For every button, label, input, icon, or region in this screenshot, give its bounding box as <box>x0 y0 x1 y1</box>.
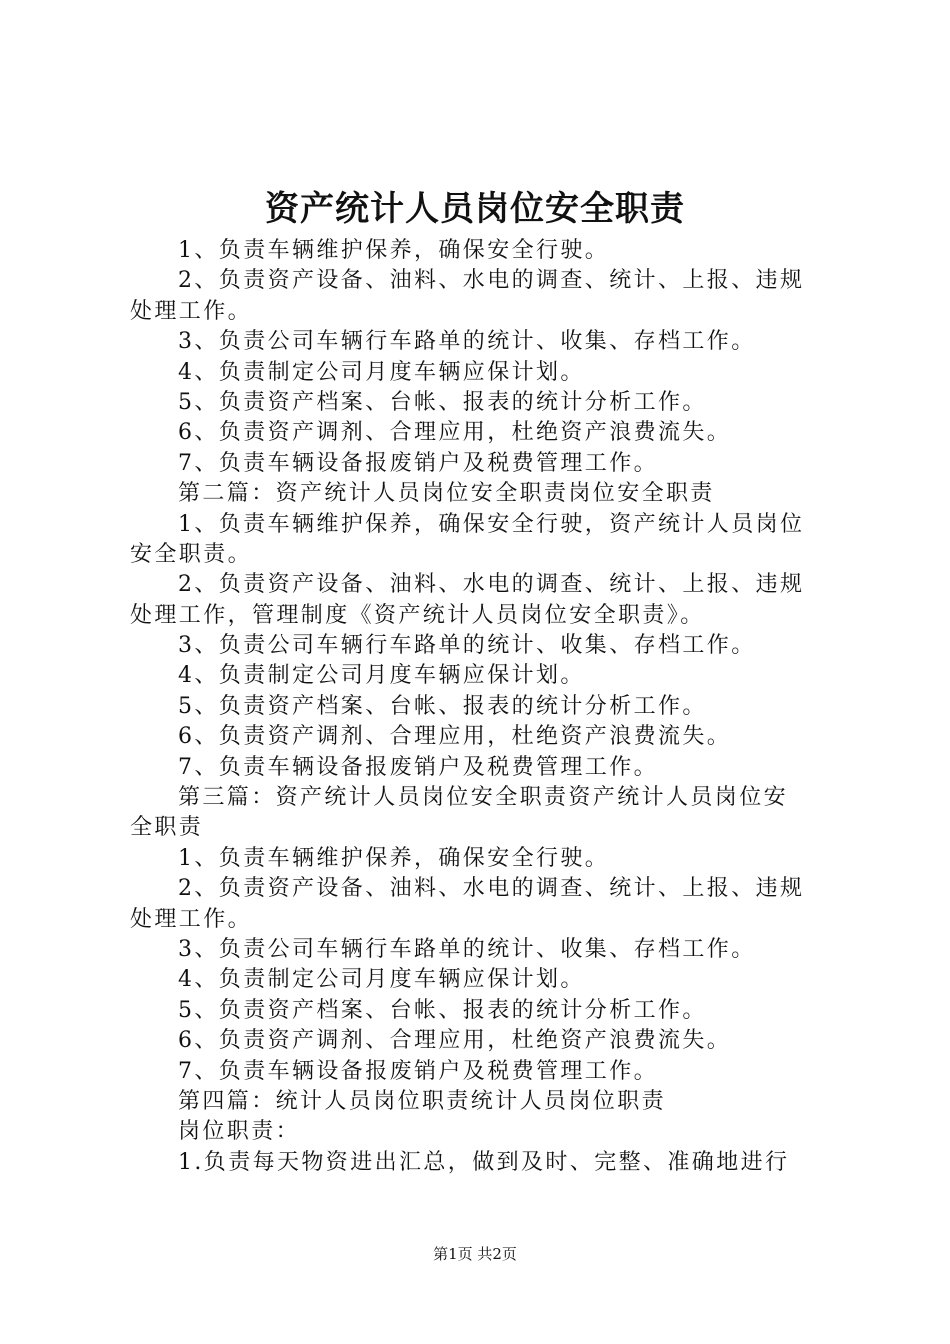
body-line: 1、负责车辆维护保养，确保安全行驶。 <box>178 845 610 871</box>
body-line: 5、负责资产档案、台帐、报表的统计分析工作。 <box>178 997 707 1023</box>
body-line: 3、负责公司车辆行车路单的统计、收集、存档工作。 <box>178 329 756 355</box>
section-heading: 第三篇：资产统计人员岗位安全职责资产统计人员岗位安 <box>178 785 789 811</box>
section-heading: 第四篇：统计人员岗位职责统计人员岗位职责 <box>178 1088 667 1114</box>
body-line: 6、负责资产调剂、合理应用，杜绝资产浪费流失。 <box>178 420 732 446</box>
section-heading: 第二篇：资产统计人员岗位安全职责岗位安全职责 <box>178 481 715 507</box>
body-line: 5、负责资产档案、台帐、报表的统计分析工作。 <box>178 389 707 415</box>
body-line: 处理工作。 <box>130 298 253 324</box>
body-line: 4、负责制定公司月度车辆应保计划。 <box>178 967 585 993</box>
body-line: 2、负责资产设备、油料、水电的调查、统计、上报、违规 <box>178 572 805 598</box>
body-line: 1、负责车辆维护保养，确保安全行驶，资产统计人员岗位 <box>178 511 805 537</box>
body-line: 4、负责制定公司月度车辆应保计划。 <box>178 663 585 689</box>
body-line: 6、负责资产调剂、合理应用，杜绝资产浪费流失。 <box>178 724 732 750</box>
body-line: 1.负责每天物资进出汇总，做到及时、完整、准确地进行 <box>178 1149 790 1175</box>
body-line: 7、负责车辆设备报废销户及税费管理工作。 <box>178 1058 658 1084</box>
document-title: 资产统计人员岗位安全职责 <box>265 189 685 229</box>
body-line: 7、负责车辆设备报废销户及税费管理工作。 <box>178 450 658 476</box>
body-line: 岗位职责： <box>178 1119 301 1145</box>
document-body <box>130 236 832 1178</box>
body-line: 处理工作，管理制度《资产统计人员岗位安全职责》。 <box>130 602 705 628</box>
body-line: 1、负责车辆维护保养，确保安全行驶。 <box>178 238 610 263</box>
body-line: 2、负责资产设备、油料、水电的调查、统计、上报、违规 <box>178 876 805 902</box>
body-line: 2、负责资产设备、油料、水电的调查、统计、上报、违规 <box>178 268 805 294</box>
body-line: 安全职责。 <box>130 541 253 567</box>
body-line: 4、负责制定公司月度车辆应保计划。 <box>178 359 585 385</box>
body-line: 3、负责公司车辆行车路单的统计、收集、存档工作。 <box>178 633 756 659</box>
body-line: 处理工作。 <box>130 906 253 932</box>
body-line: 6、负责资产调剂、合理应用，杜绝资产浪费流失。 <box>178 1028 732 1054</box>
body-line: 3、负责公司车辆行车路单的统计、收集、存档工作。 <box>178 936 756 962</box>
page-footer: 第1页 共2页 <box>433 1245 517 1263</box>
body-line: 5、负责资产档案、台帐、报表的统计分析工作。 <box>178 693 707 719</box>
body-line: 7、负责车辆设备报废销户及税费管理工作。 <box>178 754 658 780</box>
section-heading-continued: 全职责 <box>130 815 204 841</box>
